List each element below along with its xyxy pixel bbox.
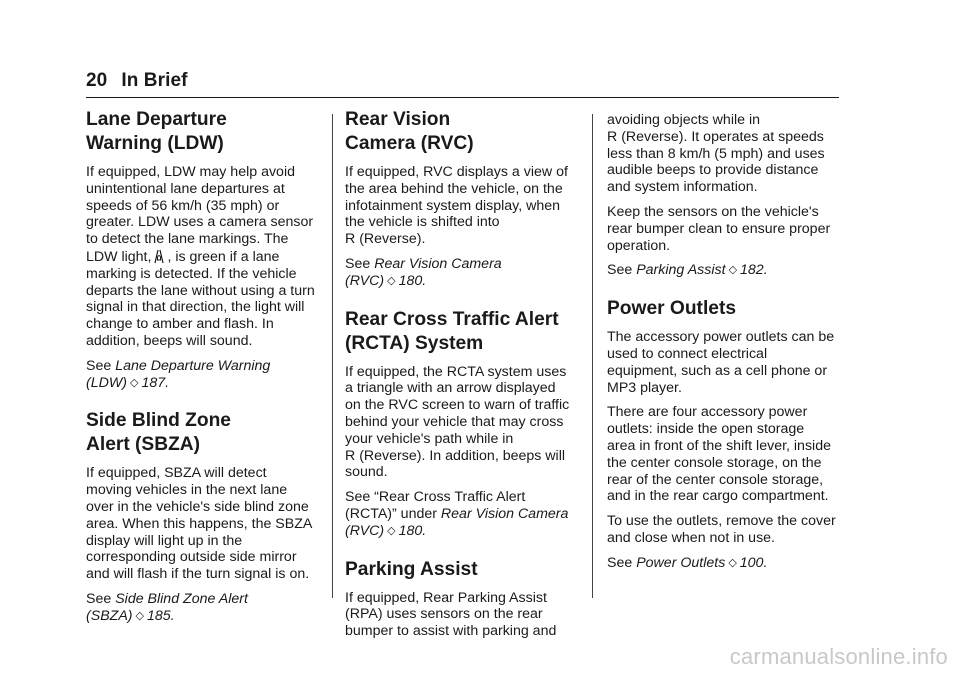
section-parking-assist [345, 558, 575, 640]
paragraph-power-outlets-3: To use the outlets, remove the cover and close when not in use. [607, 513, 836, 546]
paragraph-rvc: If equipped, RVC displays a view of the area behind the vehicle, on the infotainment system display, when the vehicle is shifted into R (Reverse). [345, 164, 568, 248]
paragraph-power-outlets-2: There are four accessory power outlets: inside the open storage area in front of the shift lever, inside the center console storage, on the rear of the center console storage, and in the rear cargo compartment. [607, 404, 831, 505]
paragraph-power-outlets-1: The accessory power outlets can be used to connect electrical equipment, such as a cell phone or MP3 player. [607, 329, 835, 396]
column-divider [332, 114, 333, 598]
heading-rvc: Rear Vision Camera (RVC) [345, 109, 474, 154]
cross-reference-rvc[interactable]: See Rear Vision Camera (RVC) ◇ 180. [345, 255, 502, 289]
cross-reference-power-outlets[interactable]: See Power Outlets ◇ 100. [607, 554, 768, 571]
cross-reference-parking-assist[interactable]: See Parking Assist ◇ 182. [607, 262, 768, 279]
column-divider [592, 114, 593, 598]
paragraph-parking-assist: If equipped, Rear Parking Assist (RPA) uses sensors on the rear bumper to assist with parking and [345, 589, 557, 640]
page-ref-arrow-icon: ◇ [129, 376, 139, 389]
heading-sbza: Side Blind Zone Alert (SBZA) [86, 410, 231, 456]
page-number: 20 [86, 70, 108, 91]
cross-reference-sbza[interactable]: See Side Blind Zone Alert (SBZA) ◇ 185. [86, 590, 248, 624]
page-ref-arrow-icon: ◇ [387, 274, 396, 287]
section-parking-assist-continued [607, 112, 837, 279]
cross-reference-rcta[interactable]: See “Rear Cross Traffic Alert (RCTA)” under Rear Vision Camera (RVC) ◇ 180. [345, 489, 569, 539]
lane-departure-icon [152, 248, 166, 264]
page-ref-arrow-icon: ◇ [728, 264, 738, 277]
section-rcta [345, 308, 575, 540]
paragraph-parking-assist-cont: avoiding objects while in R (Reverse). It operates at speeds less than 8 km/h (5 mph) and uses audible beeps to provide distance and system information. [607, 112, 825, 196]
section-power-outlets [607, 297, 837, 571]
header-rule [86, 97, 839, 98]
page-header [86, 70, 188, 92]
heading-parking-assist: Parking Assist [345, 558, 478, 580]
section-ldw [86, 108, 316, 391]
section-sbza [86, 409, 316, 624]
paragraph-rcta: If equipped, the RCTA system uses a triangle with an arrow displayed on the RVC screen to warn of traffic behind your vehicle that may cross your vehicle's path while in R (Reverse). In addition, beeps will sound. [345, 363, 570, 481]
watermark: carmanualsonline.info [729, 644, 948, 669]
heading-rcta: Rear Cross Traffic Alert (RCTA) System [345, 308, 559, 354]
paragraph-ldw: If equipped, LDW may help avoid unintentional lane departures at speeds of 56 km/h (35 mph) or greater. LDW uses a camera sensor to detect the lane markings. The LDW light, , is green if a lane marking is detected. If the vehicle departs the lane without using a turn signal in that direction, the light will change to amber and flash. In addition, beeps will sound. [86, 164, 315, 349]
page-ref-arrow-icon: ◇ [728, 556, 737, 569]
section-title: In Brief [121, 70, 188, 91]
column-3 [607, 112, 837, 590]
paragraph-sbza: If equipped, SBZA will detect moving vehicles in the next lane over in the vehicle's side blind zone area. When this happens, the SBZA display will light up in the corresponding outside side mirror and will flash if the turn signal is on. [86, 465, 313, 583]
page-ref-arrow-icon: ◇ [387, 524, 396, 537]
column-2 [345, 108, 575, 658]
heading-ldw: Lane Departure Warning (LDW) [86, 109, 227, 154]
cross-reference-ldw[interactable]: See Lane Departure Warning (LDW) ◇ 187. [86, 357, 271, 391]
heading-power-outlets: Power Outlets [607, 298, 737, 320]
section-rvc [345, 108, 575, 290]
column-1 [86, 108, 316, 643]
page-ref-arrow-icon: ◇ [135, 609, 144, 622]
paragraph-sensor-care: Keep the sensors on the vehicle's rear bumper clean to ensure proper operation. [607, 203, 831, 254]
